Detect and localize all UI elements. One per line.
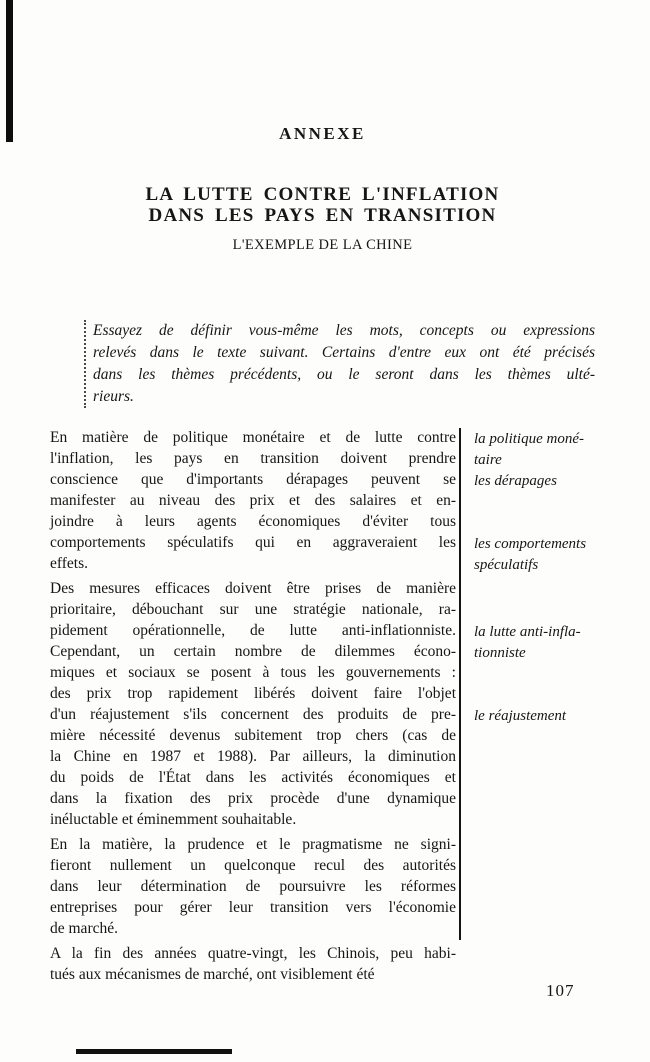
paragraph-line: En la matière, la prudence et le pragmatisme ne signi- [50, 836, 456, 853]
paragraph-line: tués aux mécanismes de marché, ont visiblement été [50, 966, 375, 983]
paragraph-line: Des mesures efficaces doivent être prises de manière [50, 580, 456, 597]
paragraph-line: inéluctable et éminemment souhaitable. [50, 811, 297, 828]
page-title-line1: LA LUTTE CONTRE L'INFLATION [145, 184, 500, 205]
margin-rule [459, 428, 461, 940]
paragraph-line: comportements spéculatifs qui en aggraveraient les [50, 534, 456, 551]
margin-note-line: le réajustement [474, 708, 567, 724]
margin-note [474, 622, 604, 664]
paragraph-line: du poids de l'État dans les activités économiques et [50, 769, 456, 786]
margin-note [474, 429, 604, 471]
margin-note-line: spéculatifs [474, 557, 539, 573]
instruction-block [84, 320, 595, 408]
paragraph-line: dans leur détermination de poursuivre les réformes [50, 878, 456, 895]
body-text [50, 427, 456, 989]
page-number: 107 [546, 981, 575, 1000]
paragraph [50, 578, 456, 830]
paragraph-line: des prix trop rapidement libérés doivent faire l'objet [50, 685, 456, 702]
page-title-line2: DANS LES PAYS EN TRANSITION [148, 205, 497, 226]
margin-note [474, 471, 604, 492]
paragraph-line: entreprises pour gérer leur transition vers l'économie [50, 899, 456, 916]
paragraph-line: de marché. [50, 920, 118, 937]
paragraph-line: d'un réajustement s'ils concernent des produits de pre- [50, 706, 456, 723]
margin-note-line: les dérapages [474, 473, 557, 489]
margin-note-line: la lutte anti-infla- [474, 624, 581, 640]
paragraph-line: manifester au niveau des prix et des salaires et en- [50, 492, 456, 509]
paragraph-line: prioritaire, débouchant sur une stratégie nationale, ra- [50, 601, 456, 618]
margin-note-line: taire [474, 452, 502, 468]
paragraph-line: miques et sociaux se posent à tous les gouvernements : [50, 664, 456, 681]
paragraph [50, 834, 456, 939]
paragraph-line: la Chine en 1987 et 1988). Par ailleurs, la diminution [50, 748, 456, 765]
paragraph-line: conscience que d'importants dérapages peuvent se [50, 471, 456, 488]
paragraph-line: dans la fixation des prix procède d'une dynamique [50, 790, 456, 807]
paragraph-line: Cependant, un certain nombre de dilemmes écono- [50, 643, 456, 660]
page-subtitle: L'EXEMPLE DE LA CHINE [232, 237, 413, 253]
paragraph-line: pidement opérationnelle, de lutte anti-inflationniste. [50, 622, 456, 639]
paragraph-line: l'inflation, les pays en transition doivent prendre [50, 450, 456, 467]
margin-note [474, 706, 604, 727]
paragraph-line: A la fin des années quatre-vingt, les Chinois, peu habi- [50, 945, 456, 962]
paragraph-line: joindre à leurs agents économiques d'éviter tous [50, 513, 456, 530]
page-title [55, 184, 590, 226]
margin-note-line: tionniste [474, 645, 526, 661]
instruction-line: Essayez de définir vous-même les mots, concepts ou expressions [93, 322, 595, 339]
instruction-line: dans les thèmes précédents, ou le seront dans les thèmes ulté- [93, 366, 595, 383]
scan-artifact-left-bar [6, 0, 13, 142]
instruction-line: relevés dans le texte suivant. Certains d'entre eux ont été précisés [93, 344, 595, 361]
instruction-line: rieurs. [93, 388, 134, 405]
margin-note-line: la politique moné- [474, 431, 584, 447]
paragraph [50, 943, 456, 985]
scan-artifact-bottom-bar [76, 1049, 232, 1054]
paragraph-line: fieront nullement un quelconque recul des autorités [50, 857, 456, 874]
margin-note [474, 534, 604, 576]
paragraph [50, 427, 456, 574]
paragraph-line: En matière de politique monétaire et de lutte contre [50, 429, 456, 446]
annexe-heading: ANNEXE [279, 124, 366, 143]
margin-note-line: les comportements [474, 536, 587, 552]
paragraph-line: effets. [50, 555, 89, 572]
paragraph-line: mière nécessité devenus subitement trop chers (cas de [50, 727, 456, 744]
